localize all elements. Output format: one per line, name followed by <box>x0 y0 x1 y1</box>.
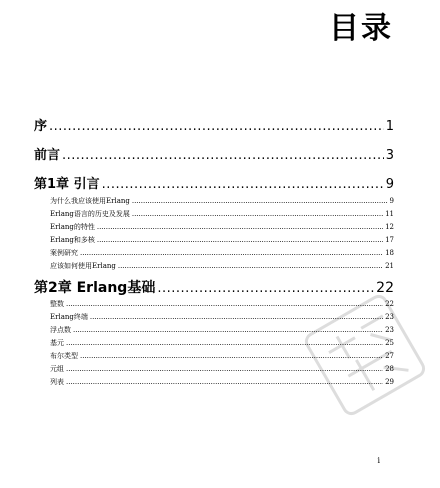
toc-section[interactable] <box>34 208 394 221</box>
toc-section[interactable] <box>34 247 394 260</box>
toc-entry-chapter-1[interactable] <box>34 176 394 194</box>
dot-leader <box>66 363 383 376</box>
toc-page-number: 1 <box>385 119 394 134</box>
dot-leader <box>73 324 383 337</box>
toc-entry-label: 第2章 Erlang基础 <box>34 280 156 296</box>
toc-entry-chapter-2[interactable] <box>34 279 394 297</box>
toc-section[interactable] <box>34 221 394 234</box>
toc-section-label: 基元 <box>50 339 64 347</box>
toc-page-number: 29 <box>385 378 394 386</box>
toc-section-label: Erlang语言的历史及发展 <box>50 210 130 218</box>
toc-page-number: 25 <box>385 339 394 347</box>
toc-section[interactable] <box>34 324 394 337</box>
toc-entry-preface[interactable] <box>34 118 394 136</box>
toc-section-label: 列表 <box>50 378 64 386</box>
toc-section-label: 为什么我应该使用Erlang <box>50 197 130 205</box>
toc-page-number: 28 <box>385 365 394 373</box>
toc-entry-label: 序 <box>34 119 48 134</box>
toc-page-number: 9 <box>389 197 394 205</box>
toc-page-number: 23 <box>385 313 394 321</box>
toc-section[interactable] <box>34 260 394 273</box>
toc-page-number: 3 <box>385 148 394 163</box>
toc-section[interactable] <box>34 376 394 389</box>
toc-section[interactable] <box>34 234 394 247</box>
toc-section-label: 案例研究 <box>50 249 78 257</box>
toc-page-number: 23 <box>385 326 394 334</box>
toc-page-number: 11 <box>385 210 394 218</box>
toc-page-number: 22 <box>376 280 394 296</box>
toc-section-label: Erlang和多核 <box>50 236 95 244</box>
toc-section[interactable] <box>34 337 394 350</box>
toc-section[interactable] <box>34 350 394 363</box>
dot-leader <box>97 221 383 234</box>
dot-leader <box>157 280 374 298</box>
dot-leader <box>118 260 383 273</box>
toc-section-label: 元组 <box>50 365 64 373</box>
dot-leader <box>66 298 383 311</box>
table-of-contents <box>34 118 394 389</box>
toc-section[interactable] <box>34 311 394 324</box>
page-title: 目录 <box>329 11 393 46</box>
dot-leader <box>80 350 383 363</box>
dot-leader <box>80 247 383 260</box>
dot-leader <box>66 337 383 350</box>
toc-page-number: 22 <box>385 300 394 308</box>
toc-page-number: 12 <box>385 223 394 231</box>
toc-page-number: 17 <box>385 236 394 244</box>
toc-section[interactable] <box>34 363 394 376</box>
toc-section-label: Erlang终端 <box>50 313 88 321</box>
page-number-footer: i <box>377 456 380 465</box>
dot-leader <box>49 118 384 136</box>
dot-leader <box>102 176 384 194</box>
dot-leader <box>132 208 383 221</box>
toc-entry-label: 前言 <box>34 148 61 163</box>
toc-section-label: 布尔类型 <box>50 352 78 360</box>
dot-leader <box>62 147 384 165</box>
toc-entry-foreword[interactable] <box>34 147 394 165</box>
toc-section-label: 应该如何使用Erlang <box>50 262 116 270</box>
dot-leader <box>66 376 383 389</box>
toc-page-number: 9 <box>385 177 394 192</box>
toc-entry-label: 第1章 引言 <box>34 177 100 192</box>
toc-section[interactable] <box>34 195 394 208</box>
toc-section-label: 整数 <box>50 300 64 308</box>
toc-section-label: 浮点数 <box>50 326 71 334</box>
toc-page-number: 27 <box>385 352 394 360</box>
dot-leader <box>132 195 388 208</box>
toc-section[interactable] <box>34 298 394 311</box>
dot-leader <box>90 311 383 324</box>
toc-section-label: Erlang的特性 <box>50 223 95 231</box>
toc-page-number: 21 <box>385 262 394 270</box>
toc-page-number: 18 <box>385 249 394 257</box>
dot-leader <box>97 234 383 247</box>
